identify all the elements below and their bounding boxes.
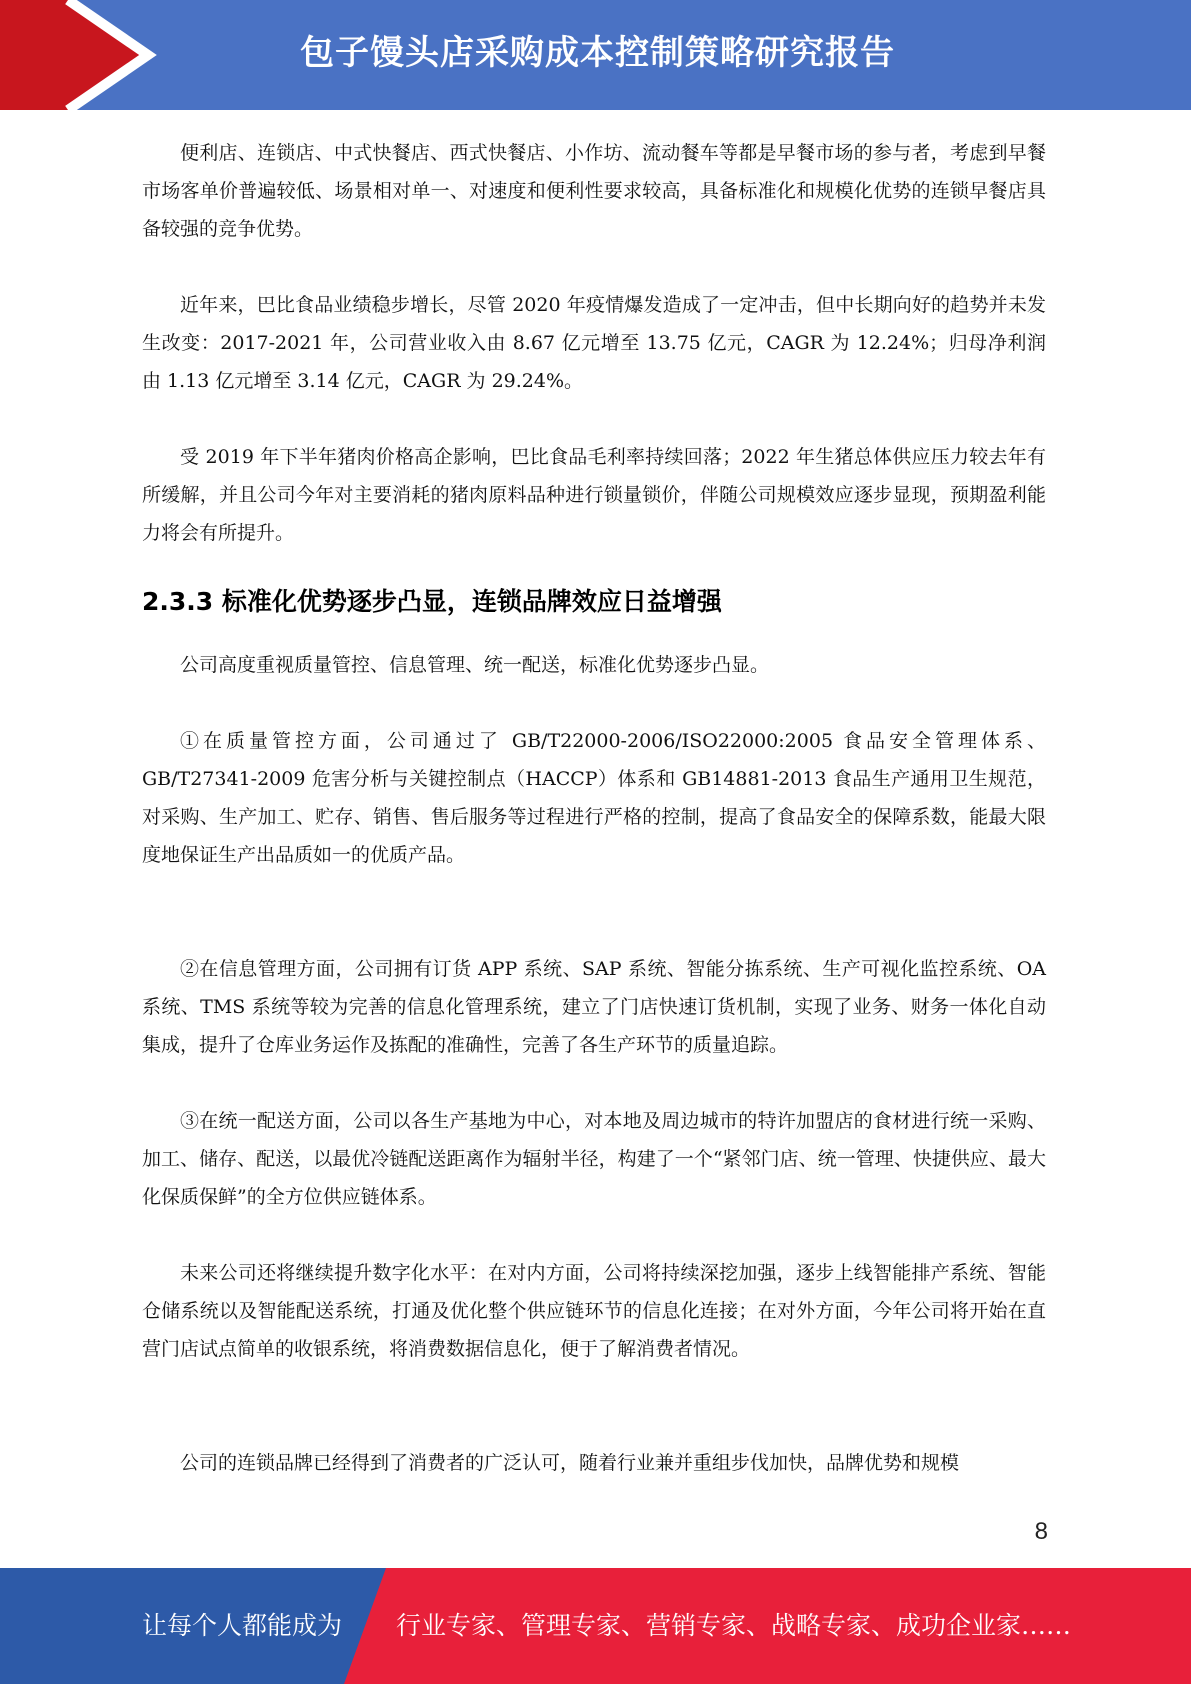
page-header xyxy=(0,0,1191,110)
paragraph-4: 公司高度重视质量管控、信息管理、统一配送，标准化优势逐步凸显。 xyxy=(180,654,770,676)
page-content xyxy=(142,134,1046,1482)
paragraph-8: 未来公司还将继续提升数字化水平：在对内方面，公司将持续深挖加强，逐步上线智能排产系统、智能仓储系统以及智能配送系统，打通及优化整个供应链环节的信息化连接；在对外方面，今年公司将开始在直营门店试点简单的收银系统，将消费数据信息化，便于了解消费者情况。 xyxy=(142,1262,1046,1360)
paragraph-7: ③在统一配送方面，公司以各生产基地为中心，对本地及周边城市的特许加盟店的食材进行统一采购、加工、储存、配送，以最优冷链配送距离作为辐射半径，构建了一个“紧邻门店、统一管理、快捷供应、最大化保质保鲜”的全方位供应链体系。 xyxy=(142,1110,1046,1208)
paragraph-6: ②在信息管理方面，公司拥有订货 APP 系统、SAP 系统、智能分拣系统、生产可视化监控系统、OA 系统、TMS 系统等较为完善的信息化管理系统，建立了门店快速订货机制，实现了业务、财务一体化自动集成，提升了仓库业务运作及拣配的准确性，完善了各生产环节的质量追踪。 xyxy=(142,958,1046,1056)
paragraph-1: 便利店、连锁店、中式快餐店、西式快餐店、小作坊、流动餐车等都是早餐市场的参与者，考虑到早餐市场客单价普遍较低、场景相对单一、对速度和便利性要求较高，具备标准化和规模化优势的连锁早餐店具备较强的竞争优势。 xyxy=(142,142,1046,240)
page-number: 8 xyxy=(1034,1518,1048,1545)
paragraph-3: 受 2019 年下半年猪肉价格高企影响，巴比食品毛利率持续回落；2022 年生猪总体供应压力较去年有所缓解，并且公司今年对主要消耗的猪肉原料品种进行锁量锁价，伴随公司规模效应逐步显现，预期盈利能力将会有所提升。 xyxy=(142,446,1046,544)
paragraph-5: ①在质量管控方面，公司通过了 GB/T22000-2006/ISO22000:2005 食品安全管理体系、GB/T27341-2009 危害分析与关键控制点（HACCP）体系和 GB14881-2013 食品生产通用卫生规范，对采购、生产加工、贮存、销售、售后服务等过程进行严格的控制，提高了食品安全的保障系数，能最大限度地保证生产出品质如一的优质产品。 xyxy=(142,730,1046,866)
page-footer xyxy=(0,1568,1191,1684)
paragraph-2: 近年来，巴比食品业绩稳步增长，尽管 2020 年疫情爆发造成了一定冲击，但中长期向好的趋势并未发生改变：2017-2021 年，公司营业收入由 8.67 亿元增至 13.75 亿元，CAGR 为 12.24%；归母净利润由 1.13 亿元增至 3.14 亿元，CAGR 为 29.24%。 xyxy=(142,294,1046,392)
document-title: 包子馒头店采购成本控制策略研究报告 xyxy=(300,33,895,73)
section-heading: 2.3.3 标准化优势逐步凸显，连锁品牌效应日益增强 xyxy=(142,587,722,616)
paragraph-9: 公司的连锁品牌已经得到了消费者的广泛认可，随着行业兼并重组步伐加快，品牌优势和规模 xyxy=(180,1452,960,1474)
footer-slogan-left: 让每个人都能成为 xyxy=(142,1611,343,1640)
footer-slogan-right: 行业专家、管理专家、营销专家、战略专家、成功企业家…… xyxy=(396,1611,1072,1640)
